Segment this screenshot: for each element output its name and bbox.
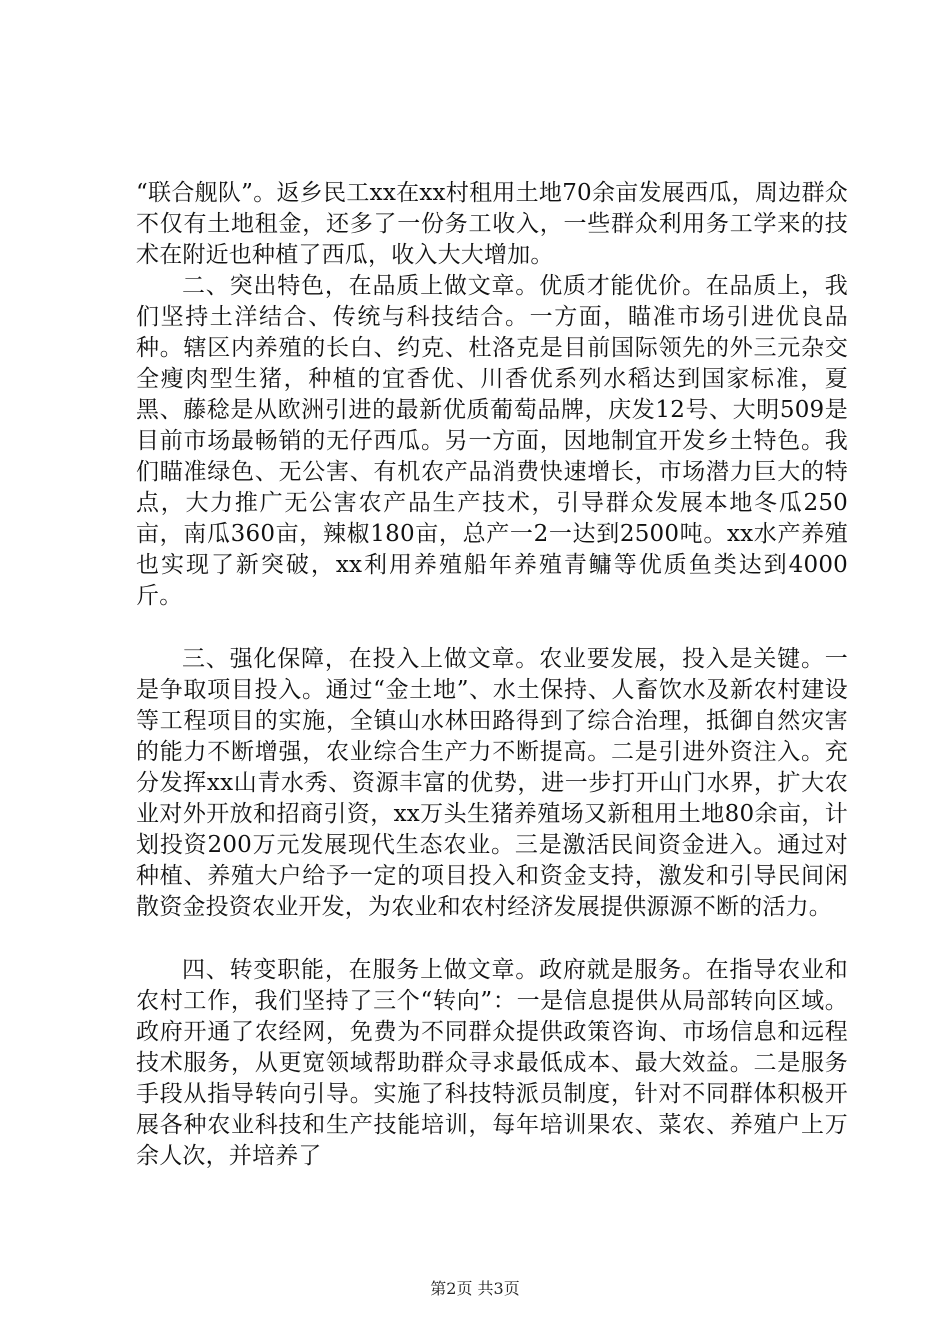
document-body — [136, 178, 848, 1172]
paragraph-1-continuation: “联合舰队”。返乡民工xx在xx村租用土地70余亩发展西瓜，周边群众不仅有土地租金，还多了一份务工收入，一些群众利用务工学来的技术在附近也种植了西瓜，收入大大增加。 — [136, 180, 848, 268]
paragraph-3-investment: 三、强化保障，在投入上做文章。农业要发展，投入是关键。一是争取项目投入。通过“金土地”、水土保持、人畜饮水及新农村建设等工程项目的实施，全镇山水林田路得到了综合治理，抵御自然灾害的能力不断增强，农业综合生产力不断提高。二是引进外资注入。充分发挥xx山青水秀、资源丰富的优势，进一步打开山门水界，扩大农业对外开放和招商引资，xx万头生猪养殖场又新租用土地80余亩，计划投资200万元发展现代生态农业。三是激活民间资金进入。通过对种植、养殖大户给予一定的项目投入和资金支持，激发和引导民间闲散资金投资农业开发，为农业和农村经济发展提供源源不断的活力。 — [136, 646, 848, 920]
page-number-footer: 第2页 共3页 — [430, 1279, 520, 1298]
paragraph-4-service: 四、转变职能，在服务上做文章。政府就是服务。在指导农业和农村工作，我们坚持了三个“转向”：一是信息提供从局部转向区域。政府开通了农经网，免费为不同群众提供政策咨询、市场信息和远程技术服务，从更宽领域帮助群众寻求最低成本、最大效益。二是服务手段从指导转向引导。实施了科技特派员制度，针对不同群体积极开展各种农业科技和生产技能培训，每年培训果农、菜农、养殖户上万余人次，并培养了 — [136, 957, 848, 1169]
paragraph-2-quality: 二、突出特色，在品质上做文章。优质才能优价。在品质上，我们坚持土洋结合、传统与科技结合。一方面，瞄准市场引进优良品种。辖区内养殖的长白、约克、杜洛克是目前国际领先的外三元杂交全瘦肉型生猪，种植的宜香优、川香优系列水稻达到国家标准，夏黑、藤稔是从欧洲引进的最新优质葡萄品牌，庆发12号、大明509是目前市场最畅销的无仔西瓜。另一方面，因地制宜开发乡土特色。我们瞄准绿色、无公害、有机农产品消费快速增长，市场潜力巨大的特点，大力推广无公害农产品生产技术，引导群众发展本地冬瓜250亩，南瓜360亩，辣椒180亩，总产一2一达到2500吨。xx水产养殖也实现了新突破，xx利用养殖船年养殖青鳙等优质鱼类达到4000斤。 — [136, 273, 848, 609]
